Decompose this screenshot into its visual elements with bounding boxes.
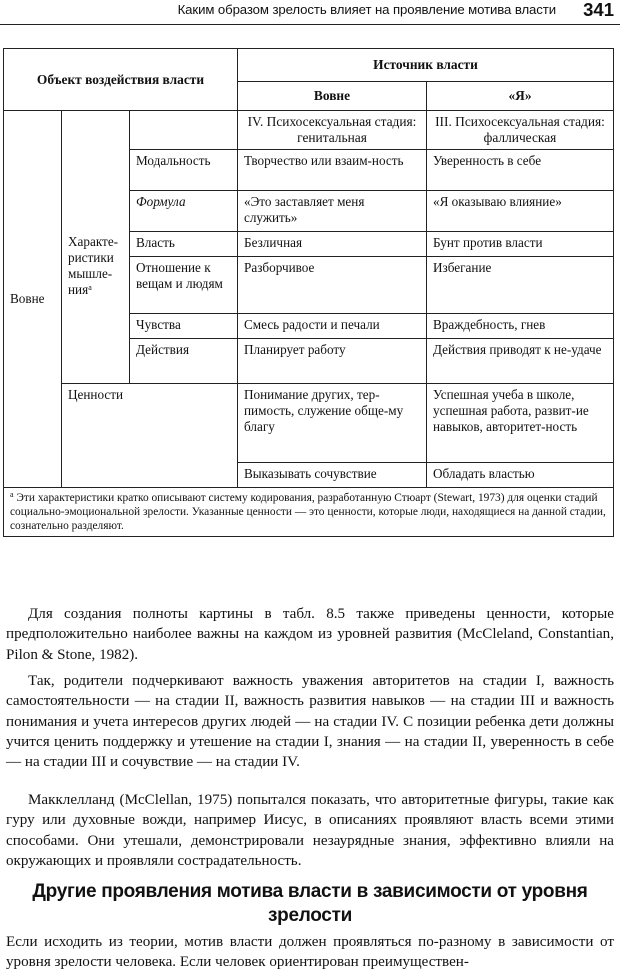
cell-stage-iv: Творчество или взаим-ность xyxy=(238,150,427,191)
running-header xyxy=(0,0,620,26)
cell-stage-iv: Разборчивое xyxy=(238,257,427,314)
values-label: Ценности xyxy=(62,384,238,488)
section-title: Другие проявления мотива власти в зависимости от уровня зрелости xyxy=(32,881,588,926)
cell-stage-iii: Бунт против власти xyxy=(427,232,614,257)
paragraph xyxy=(6,671,614,772)
object-header: Объект воздействия власти xyxy=(4,49,238,111)
paragraph xyxy=(6,932,614,973)
values-stage-iii: Обладать властью xyxy=(427,463,614,488)
row-label: Действия xyxy=(130,339,238,384)
row-label: Формула xyxy=(130,191,238,232)
stage-iv-header: IV. Психосексуальная стадия: генитальная xyxy=(238,111,427,150)
paragraph-text: Для создания полноты картины в табл. 8.5 также приведены ценности, которые предположительно наиболее важны на каждом из уровней развития (McCleland, Constantian, Pilon & Stone, 1982). xyxy=(6,606,614,663)
page-number: 341 xyxy=(583,0,614,20)
cell-stage-iv: Планирует работу xyxy=(238,339,427,384)
characteristics-label: Характе-ристики мышле-ния xyxy=(68,233,119,297)
row-label-blank xyxy=(130,111,238,150)
cell-stage-iii: Враждебность, гнев xyxy=(427,314,614,339)
values-stage-iv: Понимание других, тер-пимость, служение обще-му благу xyxy=(238,384,427,463)
outside-header: Вовне xyxy=(238,82,427,111)
paragraph-text: Так, родители подчеркивают важность уважения авторитетов на стадии I, важность самостоятельности — на стадии II, важность развития навыков — на стадии III и важность понимания и учета интересов других людей — на стадии IV. С позиции ребенка дети должны учится ценить поддержку и утешение на стадии I, знания — на стадии II, уверенность в себе — на стадии III и сочувствие — на стадии IV. xyxy=(6,673,614,771)
footnote-text: Эти характеристики кратко описывают систему кодирования, разработанную Стюарт (Stewart, 1973) для оценки стадий социально-эмоциональной зрелости. Указанные ценности — это ценности, которые люди, находящиеся на данной стадии, сознательно разделяют. xyxy=(10,492,606,532)
paragraph-text: Макклелланд (McClellan, 1975) попытался показать, что авторитетные фигуры, такие как гуру или духовные вожди, например Иисус, в описаниях проявляют власть всеми этими способами. Они утешали, демонстрировали незаурядные знания, эффективно влияли на окружающих и проявляли сострадательность. xyxy=(6,792,614,869)
cell-stage-iv: «Это заставляет меня служить» xyxy=(238,191,427,232)
characteristics-cell xyxy=(62,111,130,384)
cell-stage-iii: Избегание xyxy=(427,257,614,314)
cell-stage-iv: Смесь радости и печали xyxy=(238,314,427,339)
power-table xyxy=(3,48,614,537)
source-header: Источник власти xyxy=(238,49,614,82)
row-label: Модальность xyxy=(130,150,238,191)
cell-stage-iii: «Я оказываю влияние» xyxy=(427,191,614,232)
table-footnote xyxy=(4,488,614,537)
self-header: «Я» xyxy=(427,82,614,111)
paragraph xyxy=(6,604,614,665)
stage-iii-header: III. Психосексуальная стадия: фаллическая xyxy=(427,111,614,150)
paragraph xyxy=(6,790,614,871)
footnote-marker: а xyxy=(10,490,14,499)
values-stage-iv: Выказывать сочувствие xyxy=(238,463,427,488)
running-title: Каким образом зрелость влияет на проявление мотива власти xyxy=(177,2,556,17)
object-outside-cell: Вовне xyxy=(4,111,62,488)
paragraph-text: Если исходить из теории, мотив власти должен проявляться по-разному в зависимости от уровня зрелости человека. Если человек ориентирован преимуществен- xyxy=(6,934,614,971)
footnote-marker: а xyxy=(88,282,92,292)
cell-stage-iii: Уверенность в себе xyxy=(427,150,614,191)
row-label: Чувства xyxy=(130,314,238,339)
row-label: Власть xyxy=(130,232,238,257)
cell-stage-iii: Действия приводят к не-удаче xyxy=(427,339,614,384)
header-rule xyxy=(0,24,620,25)
values-stage-iii: Успешная учеба в школе, успешная работа, развит-ие навыков, авторитет-ность xyxy=(427,384,614,463)
cell-stage-iv: Безличная xyxy=(238,232,427,257)
row-label: Отношение к вещам и людям xyxy=(130,257,238,314)
